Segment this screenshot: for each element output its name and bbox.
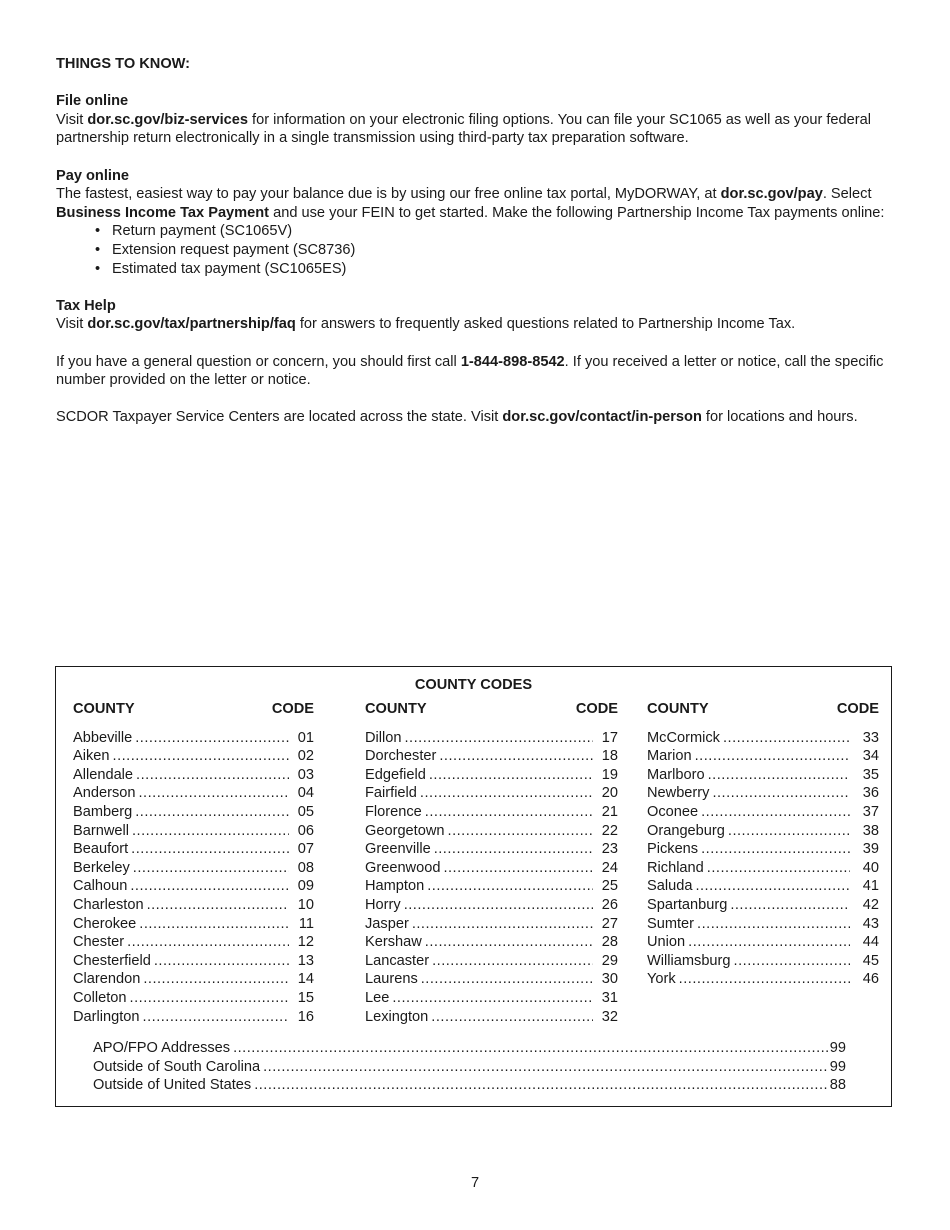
dot-leader <box>734 952 850 971</box>
county-code: 38 <box>862 822 879 839</box>
county-name: Outside of South Carolina <box>93 1058 261 1075</box>
table-row <box>365 933 618 952</box>
county-name: Darlington <box>73 1008 140 1025</box>
tax-help-text: Visit dor.sc.gov/tax/partnership/faq for answers to frequently asked questions related to Partnership Income Tax. <box>56 316 796 333</box>
dot-leader <box>113 747 289 766</box>
table-row <box>93 1076 846 1095</box>
dot-leader <box>425 933 593 952</box>
county-code: 14 <box>297 971 314 988</box>
county-code: 45 <box>862 952 879 969</box>
county-name: Abbeville <box>73 729 133 746</box>
county-code: 01 <box>297 729 314 746</box>
table-row <box>647 784 879 803</box>
dot-leader <box>712 784 850 803</box>
dot-leader <box>131 840 289 859</box>
county-name: McCormick <box>647 729 720 746</box>
county-code: 19 <box>601 766 618 783</box>
table-row <box>73 766 314 785</box>
dot-leader <box>695 747 850 766</box>
county-name: Marlboro <box>647 766 705 783</box>
county-code: 23 <box>601 841 618 858</box>
dot-leader <box>233 1039 829 1058</box>
county-name: Anderson <box>73 785 136 802</box>
service-centers-text: SCDOR Taxpayer Service Centers are located across the state. Visit dor.sc.gov/contact/in-person for locations and hours. <box>56 409 858 426</box>
pay-online-heading: Pay online <box>56 167 129 184</box>
dot-leader <box>139 915 289 934</box>
table-row <box>73 989 314 1008</box>
county-code: 40 <box>862 859 879 876</box>
dot-leader <box>263 1058 829 1077</box>
county-name: Lexington <box>365 1008 429 1025</box>
county-code: 16 <box>297 1008 314 1025</box>
dot-leader <box>130 989 289 1008</box>
dot-leader <box>425 803 593 822</box>
county-name: Jasper <box>365 915 409 932</box>
dot-leader <box>728 822 850 841</box>
table-row <box>647 822 879 841</box>
county-code: 22 <box>601 822 618 839</box>
county-code: 12 <box>297 934 314 951</box>
table-row <box>365 915 618 934</box>
county-code: 42 <box>862 896 879 913</box>
table-row <box>365 896 618 915</box>
county-code: 03 <box>297 766 314 783</box>
table-row <box>73 933 314 952</box>
dot-leader <box>254 1076 829 1095</box>
table-row <box>73 896 314 915</box>
things-to-know-title: THINGS TO KNOW: <box>56 56 191 72</box>
county-code: 13 <box>297 952 314 969</box>
table-row <box>73 952 314 971</box>
county-name: Georgetown <box>365 822 445 839</box>
county-code: 05 <box>297 803 314 820</box>
county-name: Dillon <box>365 729 402 746</box>
county-code: 32 <box>601 1008 618 1025</box>
county-code: 25 <box>601 878 618 895</box>
county-code: 36 <box>862 785 879 802</box>
dot-leader <box>405 729 594 748</box>
county-code: 11 <box>298 915 314 932</box>
dot-leader <box>723 729 850 748</box>
payment-types-list <box>56 222 892 278</box>
table-row <box>365 747 618 766</box>
county-code: 46 <box>862 971 879 988</box>
dot-leader <box>707 859 850 878</box>
county-code: 33 <box>862 729 879 746</box>
county-name: York <box>647 971 676 988</box>
page-number: 7 <box>470 1175 480 1191</box>
county-name: Barnwell <box>73 822 129 839</box>
table-row <box>647 803 879 822</box>
county-code: 06 <box>297 822 314 839</box>
table-row <box>647 915 879 934</box>
dot-leader <box>434 840 593 859</box>
county-code: 18 <box>601 748 618 765</box>
dot-leader <box>133 859 289 878</box>
business-income-tax-payment-label: Business Income Tax Payment <box>56 204 270 221</box>
biz-services-link: dor.sc.gov/biz-services <box>87 111 248 128</box>
table-row <box>365 989 618 1008</box>
dot-leader <box>392 989 593 1008</box>
dot-leader <box>143 970 289 989</box>
table-row <box>647 840 879 859</box>
county-name: Richland <box>647 859 704 876</box>
county-name: Hampton <box>365 878 425 895</box>
general-question-text: If you have a general question or concern, you should first call 1-844-898-8542. If you received a letter or notice, call the specific number provided on the letter or notice. <box>56 353 884 389</box>
county-codes-title: COUNTY CODES <box>414 677 533 693</box>
county-code: 26 <box>601 896 618 913</box>
phone-number: 1-844-898-8542 <box>460 353 565 370</box>
table-row <box>647 766 879 785</box>
dot-leader <box>130 877 289 896</box>
county-code: 20 <box>601 785 618 802</box>
partnership-faq-link: dor.sc.gov/tax/partnership/faq <box>87 316 296 333</box>
county-name: Cherokee <box>73 915 137 932</box>
dot-leader <box>135 729 289 748</box>
table-row <box>647 952 879 971</box>
county-name: Chester <box>73 934 125 951</box>
county-code: 02 <box>297 748 314 765</box>
table-row <box>73 822 314 841</box>
table-row <box>73 970 314 989</box>
dot-leader <box>708 766 850 785</box>
table-row <box>73 859 314 878</box>
county-code: 08 <box>297 859 314 876</box>
county-name: Edgefield <box>365 766 426 783</box>
dot-leader <box>420 784 593 803</box>
dot-leader <box>421 970 593 989</box>
table-row <box>647 896 879 915</box>
dot-leader <box>688 933 850 952</box>
county-name: Bamberg <box>73 803 133 820</box>
table-row <box>93 1058 846 1077</box>
pay-online-text: The fastest, easiest way to pay your balance due is by using our free online tax portal, MyDORWAY, at dor.sc.gov/pay. Select Business Income Tax Payment and use your FEIN to get started. Make the following Partnership Income Tax payments online: <box>56 186 885 221</box>
column-header: COUNTY CODE <box>73 701 314 717</box>
county-name: Beaufort <box>73 841 129 858</box>
county-name: Sumter <box>647 915 695 932</box>
table-row <box>365 784 618 803</box>
county-code: 24 <box>601 859 618 876</box>
table-row <box>93 1039 846 1058</box>
county-name: Greenwood <box>365 859 441 876</box>
table-row <box>647 859 879 878</box>
table-row <box>647 747 879 766</box>
county-name: Fairfield <box>365 785 417 802</box>
county-code: 41 <box>862 878 879 895</box>
county-code: 04 <box>297 785 314 802</box>
county-name: Marion <box>647 748 692 765</box>
file-online-text: Visit dor.sc.gov/biz-services for information on your electronic filing options. You can file your SC1065 as well as your federal partnership return electronically in a single transmission using third-party tax preparation software. <box>56 111 871 147</box>
county-code: 09 <box>297 878 314 895</box>
county-code: 37 <box>862 803 879 820</box>
table-row <box>73 784 314 803</box>
pay-link: dor.sc.gov/pay <box>720 186 823 203</box>
dot-leader <box>135 803 289 822</box>
dot-leader <box>429 766 593 785</box>
dot-leader <box>439 747 593 766</box>
table-row <box>647 970 879 989</box>
column-header: COUNTY CODE <box>365 701 618 717</box>
county-name: Pickens <box>647 841 699 858</box>
dot-leader <box>138 784 289 803</box>
table-row <box>73 1008 314 1027</box>
county-name: Greenville <box>365 841 431 858</box>
dot-leader <box>448 822 593 841</box>
table-row <box>647 729 879 748</box>
things-to-know-section <box>56 55 892 427</box>
county-name: Clarendon <box>73 971 141 988</box>
table-row <box>365 952 618 971</box>
table-row <box>365 729 618 748</box>
dot-leader <box>730 896 850 915</box>
dot-leader <box>154 952 289 971</box>
county-name: Calhoun <box>73 878 128 895</box>
county-code: 88 <box>829 1077 846 1094</box>
county-name: Outside of United States <box>93 1077 252 1094</box>
county-code: 34 <box>862 748 879 765</box>
table-row <box>365 970 618 989</box>
column-header: COUNTY CODE <box>647 701 879 717</box>
table-row <box>365 840 618 859</box>
list-item: • Return payment (SC1065V) <box>112 222 892 241</box>
table-row <box>73 915 314 934</box>
county-code: 27 <box>601 915 618 932</box>
table-row <box>647 933 879 952</box>
county-column-1 <box>73 700 314 1026</box>
dot-leader <box>443 859 593 878</box>
dot-leader <box>679 970 850 989</box>
tax-help-heading: Tax Help <box>56 297 116 314</box>
county-name: Charleston <box>73 896 144 913</box>
county-name: Berkeley <box>73 859 130 876</box>
dot-leader <box>701 840 850 859</box>
table-row <box>73 729 314 748</box>
dot-leader <box>432 952 593 971</box>
county-code: 44 <box>862 934 879 951</box>
county-code: 17 <box>601 729 618 746</box>
table-row <box>73 803 314 822</box>
dot-leader <box>127 933 289 952</box>
list-item: • Extension request payment (SC8736) <box>112 241 892 260</box>
county-name: Union <box>647 934 686 951</box>
county-name: Saluda <box>647 878 693 895</box>
dot-leader <box>427 877 593 896</box>
county-code: 43 <box>862 915 879 932</box>
county-name: Williamsburg <box>647 952 731 969</box>
table-row <box>73 747 314 766</box>
county-name: Chesterfield <box>73 952 151 969</box>
county-name: Laurens <box>365 971 418 988</box>
county-code: 31 <box>601 989 618 1006</box>
county-name: Horry <box>365 896 401 913</box>
dot-leader <box>431 1008 593 1027</box>
dot-leader <box>412 915 593 934</box>
county-name: Lancaster <box>365 952 430 969</box>
dot-leader <box>404 896 593 915</box>
county-name: Orangeburg <box>647 822 725 839</box>
special-codes <box>93 1039 846 1095</box>
dot-leader <box>701 803 850 822</box>
county-name: Lee <box>365 989 390 1006</box>
county-code: 07 <box>297 841 314 858</box>
in-person-link: dor.sc.gov/contact/in-person <box>502 409 702 426</box>
dot-leader <box>143 1008 289 1027</box>
list-item: • Estimated tax payment (SC1065ES) <box>112 260 892 279</box>
county-name: Colleton <box>73 989 127 1006</box>
table-row <box>365 803 618 822</box>
dot-leader <box>132 822 289 841</box>
dot-leader <box>697 915 850 934</box>
table-row <box>73 877 314 896</box>
county-name: Oconee <box>647 803 699 820</box>
county-name: Dorchester <box>365 748 437 765</box>
county-name: APO/FPO Addresses <box>93 1040 231 1056</box>
county-name: Kershaw <box>365 934 422 951</box>
county-code: 28 <box>601 934 618 951</box>
table-row <box>73 840 314 859</box>
table-row <box>365 877 618 896</box>
county-code: 99 <box>829 1058 846 1075</box>
county-code: 21 <box>601 803 618 820</box>
county-code: 10 <box>297 896 314 913</box>
file-online-heading: File online <box>56 93 129 110</box>
county-column-2 <box>365 700 618 1026</box>
county-code: 30 <box>601 971 618 988</box>
county-name: Newberry <box>647 785 710 802</box>
table-row <box>365 822 618 841</box>
county-code: 29 <box>601 952 618 969</box>
county-column-3 <box>647 700 879 989</box>
table-row <box>365 766 618 785</box>
table-row <box>365 1008 618 1027</box>
county-name: Allendale <box>73 766 134 783</box>
county-code: 15 <box>297 989 314 1006</box>
dot-leader <box>147 896 289 915</box>
county-name: Spartanburg <box>647 896 728 913</box>
dot-leader <box>136 766 289 785</box>
county-name: Aiken <box>73 748 110 765</box>
county-name: Florence <box>365 803 422 820</box>
dot-leader <box>695 877 850 896</box>
county-code: 35 <box>862 766 879 783</box>
county-code: 39 <box>862 841 879 858</box>
county-codes-table <box>55 666 892 1107</box>
table-row <box>647 877 879 896</box>
table-row <box>365 859 618 878</box>
county-code: 99 <box>829 1040 846 1056</box>
